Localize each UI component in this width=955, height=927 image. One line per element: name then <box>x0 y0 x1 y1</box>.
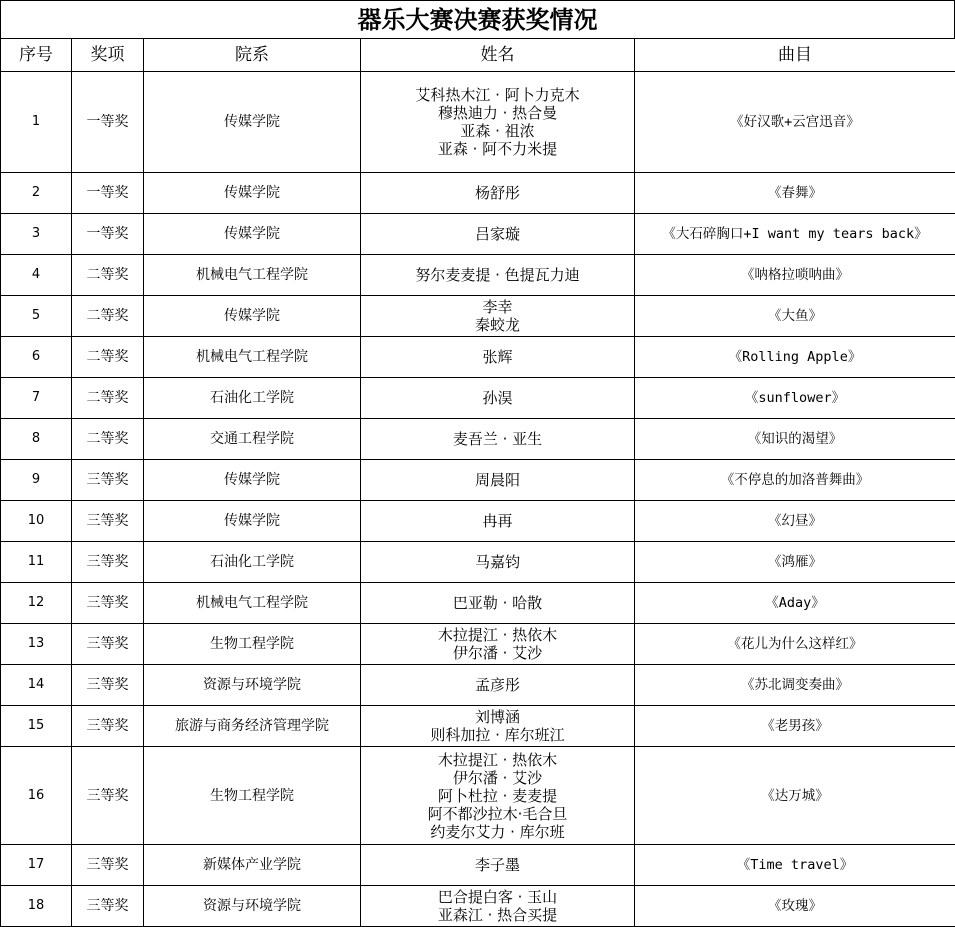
header-dept: 院系 <box>144 39 361 72</box>
header-award: 奖项 <box>72 39 144 72</box>
cell-names <box>361 624 635 665</box>
person-name: 巴亚勒 · 哈散 <box>361 594 634 612</box>
person-name: 巴合提白客 · 玉山 <box>361 888 634 906</box>
sheet-title: 器乐大赛决赛获奖情况 <box>0 0 955 38</box>
cell-song: 《Rolling Apple》 <box>635 337 955 378</box>
table-row <box>1 419 955 460</box>
person-name: 约麦尔艾力 · 库尔班 <box>361 823 634 841</box>
person-name: 亚森 · 阿不力米提 <box>361 140 634 158</box>
person-name: 则科加拉 · 库尔班江 <box>361 726 634 744</box>
cell-award: 二等奖 <box>72 296 144 337</box>
table-row <box>1 173 955 214</box>
cell-award: 二等奖 <box>72 255 144 296</box>
cell-song: 《Time travel》 <box>635 845 955 886</box>
person-name: 伊尔潘 · 艾沙 <box>361 769 634 787</box>
table-row <box>1 214 955 255</box>
cell-names <box>361 706 635 747</box>
cell-award: 三等奖 <box>72 501 144 542</box>
cell-names <box>361 419 635 460</box>
cell-seq: 11 <box>1 542 72 583</box>
cell-dept: 传媒学院 <box>144 296 361 337</box>
person-name: 张辉 <box>361 348 634 366</box>
cell-names <box>361 845 635 886</box>
table-row <box>1 296 955 337</box>
cell-names <box>361 173 635 214</box>
cell-dept: 传媒学院 <box>144 501 361 542</box>
person-name: 冉再 <box>361 512 634 530</box>
cell-award: 二等奖 <box>72 419 144 460</box>
person-name: 穆热迪力 · 热合曼 <box>361 104 634 122</box>
cell-song: 《Aday》 <box>635 583 955 624</box>
cell-award: 三等奖 <box>72 845 144 886</box>
cell-award: 一等奖 <box>72 214 144 255</box>
person-name: 秦蛟龙 <box>361 316 634 334</box>
cell-seq: 1 <box>1 72 72 173</box>
cell-seq: 7 <box>1 378 72 419</box>
person-name: 孙淏 <box>361 389 634 407</box>
cell-dept: 机械电气工程学院 <box>144 255 361 296</box>
cell-song: 《大鱼》 <box>635 296 955 337</box>
cell-dept: 传媒学院 <box>144 72 361 173</box>
header-song: 曲目 <box>635 39 955 72</box>
person-name: 马嘉钧 <box>361 553 634 571</box>
cell-song: 《鸿雁》 <box>635 542 955 583</box>
cell-award: 三等奖 <box>72 460 144 501</box>
table-row <box>1 378 955 419</box>
cell-award: 三等奖 <box>72 583 144 624</box>
cell-award: 三等奖 <box>72 665 144 706</box>
cell-song: 《苏北调变奏曲》 <box>635 665 955 706</box>
cell-dept: 新媒体产业学院 <box>144 845 361 886</box>
table-row <box>1 845 955 886</box>
person-name: 艾科热木江 · 阿卜力克木 <box>361 86 634 104</box>
cell-award: 一等奖 <box>72 173 144 214</box>
cell-song: 《幻昼》 <box>635 501 955 542</box>
cell-names <box>361 583 635 624</box>
cell-award: 三等奖 <box>72 542 144 583</box>
header-row <box>1 39 955 72</box>
cell-dept: 石油化工学院 <box>144 378 361 419</box>
table-row <box>1 886 955 927</box>
cell-names <box>361 296 635 337</box>
cell-song: 《老男孩》 <box>635 706 955 747</box>
cell-names <box>361 214 635 255</box>
cell-award: 三等奖 <box>72 886 144 927</box>
cell-song: 《不停息的加洛普舞曲》 <box>635 460 955 501</box>
cell-dept: 生物工程学院 <box>144 624 361 665</box>
person-name: 李子墨 <box>361 856 634 874</box>
person-name: 木拉提江 · 热依木 <box>361 751 634 769</box>
cell-names <box>361 747 635 845</box>
cell-names <box>361 255 635 296</box>
cell-seq: 15 <box>1 706 72 747</box>
table-row <box>1 542 955 583</box>
header-seq: 序号 <box>1 39 72 72</box>
cell-song: 《春舞》 <box>635 173 955 214</box>
cell-seq: 18 <box>1 886 72 927</box>
cell-seq: 12 <box>1 583 72 624</box>
cell-seq: 17 <box>1 845 72 886</box>
cell-song: 《花儿为什么这样红》 <box>635 624 955 665</box>
cell-song: 《sunflower》 <box>635 378 955 419</box>
cell-song: 《知识的渴望》 <box>635 419 955 460</box>
person-name: 李幸 <box>361 298 634 316</box>
cell-dept: 资源与环境学院 <box>144 886 361 927</box>
cell-song: 《玫瑰》 <box>635 886 955 927</box>
header-name: 姓名 <box>361 39 635 72</box>
person-name: 阿不都沙拉木·毛合旦 <box>361 805 634 823</box>
cell-seq: 14 <box>1 665 72 706</box>
cell-award: 三等奖 <box>72 624 144 665</box>
table-row <box>1 747 955 845</box>
cell-names <box>361 501 635 542</box>
person-name: 杨舒彤 <box>361 184 634 202</box>
table-row <box>1 624 955 665</box>
cell-dept: 生物工程学院 <box>144 747 361 845</box>
person-name: 周晨阳 <box>361 471 634 489</box>
cell-seq: 6 <box>1 337 72 378</box>
table-body <box>1 72 955 927</box>
cell-dept: 机械电气工程学院 <box>144 583 361 624</box>
person-name: 努尔麦麦提 · 色提瓦力迪 <box>361 266 634 284</box>
person-name: 麦吾兰 · 亚生 <box>361 430 634 448</box>
cell-award: 二等奖 <box>72 378 144 419</box>
table-row <box>1 255 955 296</box>
table-row <box>1 337 955 378</box>
cell-dept: 交通工程学院 <box>144 419 361 460</box>
cell-dept: 传媒学院 <box>144 214 361 255</box>
table-row <box>1 583 955 624</box>
cell-names <box>361 665 635 706</box>
cell-seq: 8 <box>1 419 72 460</box>
cell-dept: 传媒学院 <box>144 460 361 501</box>
cell-seq: 2 <box>1 173 72 214</box>
person-name: 阿卜杜拉 · 麦麦提 <box>361 787 634 805</box>
cell-award: 三等奖 <box>72 747 144 845</box>
award-table <box>0 38 955 927</box>
cell-song: 《达万城》 <box>635 747 955 845</box>
cell-seq: 4 <box>1 255 72 296</box>
cell-names <box>361 460 635 501</box>
cell-song: 《呐格拉唢呐曲》 <box>635 255 955 296</box>
cell-names <box>361 72 635 173</box>
cell-dept: 旅游与商务经济管理学院 <box>144 706 361 747</box>
cell-song: 《大石碎胸口+I want my tears back》 <box>635 214 955 255</box>
table-row <box>1 665 955 706</box>
cell-seq: 13 <box>1 624 72 665</box>
cell-names <box>361 337 635 378</box>
table-row <box>1 706 955 747</box>
cell-seq: 3 <box>1 214 72 255</box>
cell-seq: 16 <box>1 747 72 845</box>
cell-song: 《好汉歌+云宫迅音》 <box>635 72 955 173</box>
cell-dept: 传媒学院 <box>144 173 361 214</box>
table-row <box>1 460 955 501</box>
cell-names <box>361 542 635 583</box>
cell-names <box>361 886 635 927</box>
cell-award: 三等奖 <box>72 706 144 747</box>
cell-dept: 机械电气工程学院 <box>144 337 361 378</box>
cell-seq: 10 <box>1 501 72 542</box>
table-row <box>1 72 955 173</box>
cell-award: 二等奖 <box>72 337 144 378</box>
person-name: 亚森江 · 热合买提 <box>361 906 634 924</box>
person-name: 孟彦彤 <box>361 676 634 694</box>
cell-seq: 9 <box>1 460 72 501</box>
cell-award: 一等奖 <box>72 72 144 173</box>
cell-seq: 5 <box>1 296 72 337</box>
person-name: 亚森 · 祖浓 <box>361 122 634 140</box>
person-name: 伊尔潘 · 艾沙 <box>361 644 634 662</box>
cell-dept: 资源与环境学院 <box>144 665 361 706</box>
person-name: 木拉提江 · 热依木 <box>361 626 634 644</box>
person-name: 吕家璇 <box>361 225 634 243</box>
table-row <box>1 501 955 542</box>
cell-dept: 石油化工学院 <box>144 542 361 583</box>
cell-names <box>361 378 635 419</box>
person-name: 刘博涵 <box>361 708 634 726</box>
